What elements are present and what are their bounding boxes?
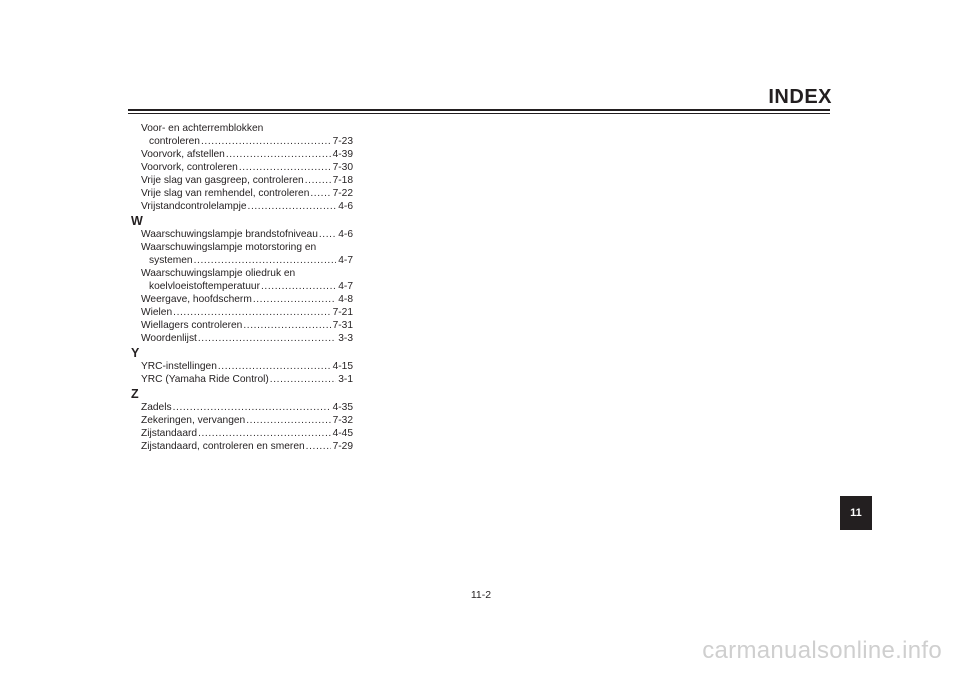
- index-page-ref: 7-23: [332, 136, 353, 147]
- dot-leader: [261, 280, 336, 293]
- index-entry-text: Waarschuwingslampje motorstoring en: [141, 242, 317, 253]
- page-title: INDEX: [768, 86, 832, 108]
- index-entry-text: Wielen: [141, 307, 173, 318]
- index-page-ref: 7-29: [332, 441, 353, 452]
- index-entry-line: [131, 293, 353, 306]
- index-entry-text: YRC (Yamaha Ride Control): [141, 374, 269, 385]
- dot-leader: [239, 161, 331, 174]
- index-entry: [131, 373, 353, 386]
- index-entry-text: Voorvork, controleren: [141, 162, 238, 173]
- dot-leader: [310, 187, 330, 200]
- dot-leader: [306, 440, 331, 453]
- index-entry-line: [131, 122, 353, 135]
- header-rule-thick: [128, 109, 830, 111]
- watermark: carmanualsonline.info: [702, 637, 942, 664]
- dot-leader: [243, 319, 330, 332]
- index-entry-text: Zadels: [141, 402, 172, 413]
- index-entry-line: [131, 440, 353, 453]
- index-letter-heading: W: [131, 214, 143, 228]
- index-entry-line: [131, 427, 353, 440]
- index-entry-text: Weergave, hoofdscherm: [141, 294, 252, 305]
- index-entry-line: [131, 254, 353, 267]
- index-entry: [131, 414, 353, 427]
- index-entry-text: Voor- en achterremblokken: [141, 123, 264, 134]
- dot-leader: [305, 174, 331, 187]
- index-page-ref: 4-15: [332, 361, 353, 372]
- index-entry-text: Woordenlijst: [141, 333, 197, 344]
- index-page-ref: 4-7: [338, 255, 353, 266]
- index-entry-line: [131, 306, 353, 319]
- dot-leader: [201, 135, 331, 148]
- index-entry: [131, 122, 353, 148]
- index-entry-text: koelvloeistoftemperatuur: [149, 281, 260, 292]
- index-page-ref: 7-22: [332, 188, 353, 199]
- index-entry: [131, 401, 353, 414]
- index-entry: [131, 267, 353, 293]
- index-entry: [131, 319, 353, 332]
- index-page-ref: 3-3: [338, 333, 353, 344]
- index-page-ref: 7-18: [332, 175, 353, 186]
- index-entry-line: [131, 373, 353, 386]
- index-entry: [131, 332, 353, 345]
- index-page-ref: 7-31: [332, 320, 353, 331]
- index-page-ref: 4-6: [338, 229, 353, 240]
- chapter-tab-number: 11: [850, 507, 862, 519]
- index-entry-text: Vrije slag van gasgreep, controleren: [141, 175, 304, 186]
- index-entry-line: [131, 319, 353, 332]
- index-entry-text: controleren: [149, 136, 200, 147]
- index-page-ref: 4-39: [332, 149, 353, 160]
- index-page-ref: 4-45: [332, 428, 353, 439]
- index-entry-line: [131, 200, 353, 213]
- index-column: [131, 122, 353, 453]
- index-letter-heading: Y: [131, 346, 140, 360]
- dot-leader: [198, 427, 331, 440]
- index-entry-text: Zijstandaard: [141, 428, 198, 439]
- index-entry-text: Wiellagers controleren: [141, 320, 243, 331]
- index-page-ref: 4-6: [338, 201, 353, 212]
- dot-leader: [194, 254, 337, 267]
- index-entry-line: [131, 241, 353, 254]
- index-entry: [131, 440, 353, 453]
- index-page-ref: 7-21: [332, 307, 353, 318]
- index-entry-text: Zekeringen, vervangen: [141, 415, 246, 426]
- index-entry: [131, 174, 353, 187]
- index-entry-line: [131, 332, 353, 345]
- index-entry: [131, 306, 353, 319]
- index-entry-text: Waarschuwingslampje brandstofniveau: [141, 229, 318, 240]
- dot-leader: [226, 148, 331, 161]
- index-entry-line: [131, 360, 353, 373]
- index-entry-text: Vrije slag van remhendel, controleren: [141, 188, 310, 199]
- page-number: 11-2: [470, 589, 492, 601]
- dot-leader: [198, 332, 336, 345]
- index-entry-line: [131, 161, 353, 174]
- dot-leader: [173, 401, 331, 414]
- index-entry-text: YRC-instellingen: [141, 361, 217, 372]
- chapter-tab: [840, 496, 872, 530]
- index-entry-line: [131, 267, 353, 280]
- index-entry: [131, 161, 353, 174]
- index-entry: [131, 228, 353, 241]
- index-page-ref: 4-35: [332, 402, 353, 413]
- index-entry-text: Vrijstandcontrolelampje: [141, 201, 247, 212]
- index-entry-line: [131, 135, 353, 148]
- dot-leader: [218, 360, 331, 373]
- index-entry-text: Zijstandaard, controleren en smeren: [141, 441, 305, 452]
- index-page-ref: 4-8: [338, 294, 353, 305]
- dot-leader: [319, 228, 336, 241]
- index-letter-heading: Z: [131, 387, 139, 401]
- index-entry-line: [131, 280, 353, 293]
- index-page-ref: 4-7: [338, 281, 353, 292]
- index-page-ref: 3-1: [338, 374, 353, 385]
- index-page-ref: 7-32: [332, 415, 353, 426]
- dot-leader: [248, 200, 337, 213]
- index-entry-line: [131, 174, 353, 187]
- index-entry-line: [131, 148, 353, 161]
- dot-leader: [173, 306, 330, 319]
- index-page-ref: 7-30: [332, 162, 353, 173]
- header-rule-thin: [128, 113, 830, 114]
- index-entry: [131, 427, 353, 440]
- index-entry: [131, 200, 353, 213]
- index-entry-line: [131, 187, 353, 200]
- index-entry-text: systemen: [149, 255, 193, 266]
- dot-leader: [253, 293, 336, 306]
- index-entry: [131, 148, 353, 161]
- index-entry-line: [131, 401, 353, 414]
- index-entry-line: [131, 228, 353, 241]
- index-entry: [131, 187, 353, 200]
- index-entry-text: Waarschuwingslampje oliedruk en: [141, 268, 296, 279]
- index-entry: [131, 360, 353, 373]
- index-entry: [131, 241, 353, 267]
- dot-leader: [246, 414, 330, 427]
- index-entry: [131, 293, 353, 306]
- index-entry-text: Voorvork, afstellen: [141, 149, 225, 160]
- index-entry-line: [131, 414, 353, 427]
- dot-leader: [270, 373, 336, 386]
